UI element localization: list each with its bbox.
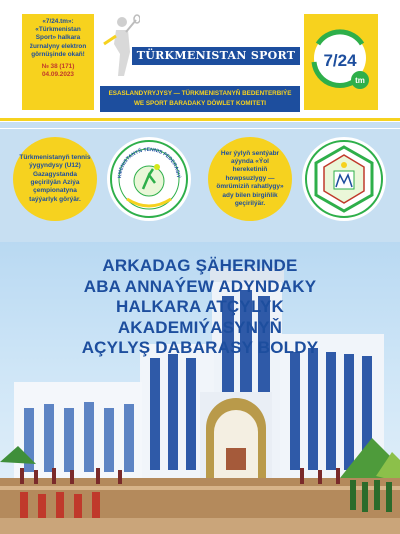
federation-emblem-text: KMENISTANYŇ TENNIS FEDERASIÝ <box>116 146 182 179</box>
founder-bar <box>100 86 300 112</box>
headline-line-4: AKADEMIÝASYNYŇ <box>117 317 283 337</box>
badge-main-text: 7/24 <box>323 51 357 70</box>
road-safety-teaser[interactable] <box>208 137 292 221</box>
issue-date: 04.09.2023 <box>42 71 74 79</box>
badge-suffix-text: tm <box>355 76 365 85</box>
band-divider <box>0 128 400 129</box>
headline-line-5: AÇYLYŞ DABARASY BOLDY <box>81 338 319 357</box>
masthead-title: TÜRKMENISTAN SPORT <box>132 47 300 65</box>
state-committee-emblem[interactable] <box>302 137 386 221</box>
tennis-team-text: Türkmenistanyň tennis ýygyndysy (U12) Gazagystanda geçirilýän Aziýa çempionatyna taýýarlyk görýär. <box>19 153 91 203</box>
masthead <box>0 0 400 122</box>
headline-line-3: HALKARA ATÇYLYK <box>116 297 284 316</box>
founder-line-2: WE SPORT BARADAKY DÖWLET KOMITETI <box>133 99 267 107</box>
promo-text: «7/24.tm»: «Türkmenistan Sport» halkara žurnalyny elektron görnüşinde okaň! <box>29 18 87 58</box>
issue-number: № 38 (171) <box>41 63 75 71</box>
headline-line-1: ARKADAG ŞÄHERINDE <box>102 256 298 275</box>
badge-724[interactable] <box>304 14 378 110</box>
tennis-federation-emblem[interactable] <box>107 137 191 221</box>
badge-724-icon <box>304 14 378 110</box>
tennis-team-teaser[interactable] <box>13 137 97 221</box>
magazine-logo[interactable] <box>100 14 300 82</box>
road-safety-text: Her ýylyň sentýabr aýynda «Ýol hereketiniň howpsuzlygy — ömrümiziň rahatlygy» ady bilen birgiňlik geçirilýär. <box>216 149 284 208</box>
founder-line-1: ESASLANDYRYJYSY — TÜRKMENISTANYŇ BEDENTERBIÝE <box>108 90 292 97</box>
headline-line-2: ABA ANNAÝEW ADYNDAKY <box>83 276 317 296</box>
tennis-federation-emblem-icon <box>107 137 191 221</box>
state-committee-emblem-icon <box>302 137 386 221</box>
promo-box[interactable] <box>22 14 94 110</box>
header-divider <box>0 118 400 121</box>
cover-headline[interactable] <box>0 256 400 359</box>
